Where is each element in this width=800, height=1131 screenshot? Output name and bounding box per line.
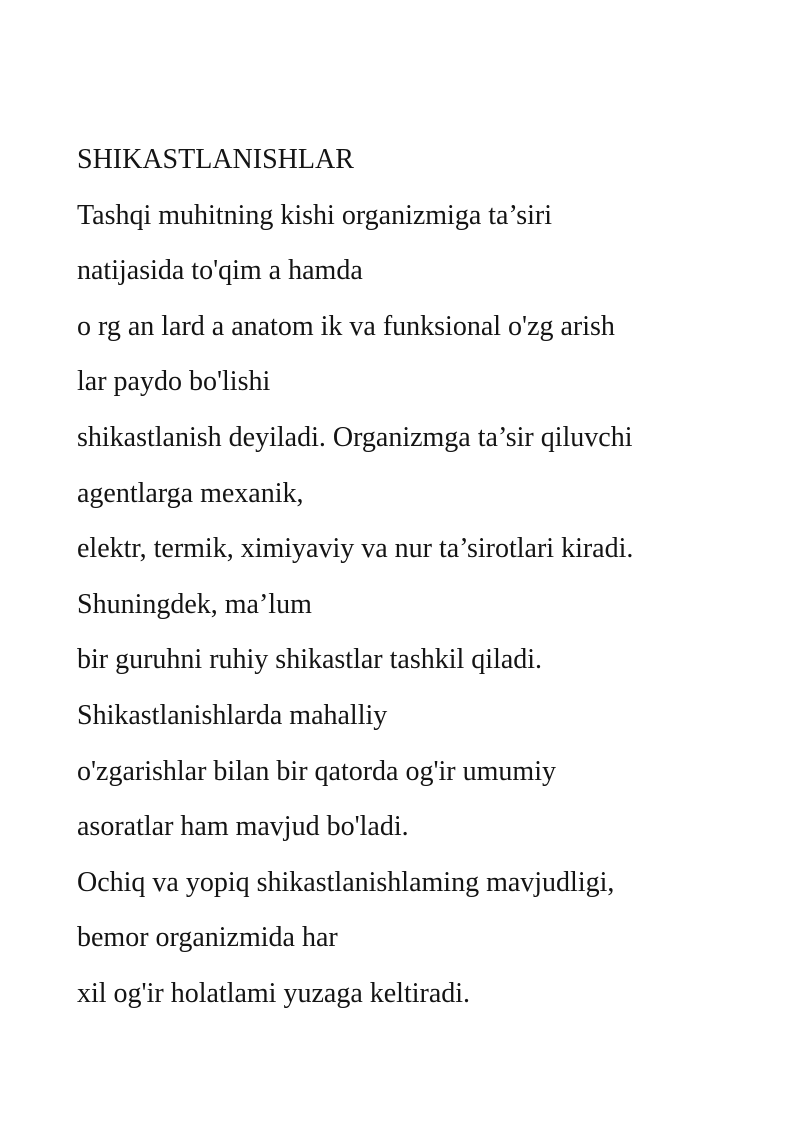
text-line: o'zgarishlar bilan bir qatorda og'ir umumiy: [77, 755, 556, 787]
text-line: asoratlar ham mavjud bo'ladi.: [77, 811, 409, 843]
text-line: xil og'ir holatlami yuzaga keltiradi.: [77, 977, 471, 1009]
text-line: agentlarga mexanik,: [77, 477, 304, 509]
document-title: SHIKASTLANISHLAR: [77, 144, 354, 175]
document-body: [77, 132, 777, 1022]
text-line: elektr, termik, ximiyaviy va nur ta’sirotlari kiradi.: [77, 533, 634, 565]
text-line: bir guruhni ruhiy shikastlar tashkil qiladi.: [77, 644, 543, 676]
text-line: Ochiq va yopiq shikastlanishlaming mavjudligi,: [77, 866, 615, 898]
text-line: shikastlanish deyiladi. Organizmga ta’sir qiluvchi: [77, 421, 633, 453]
text-line: natijasida to'qim a hamda: [77, 255, 363, 287]
text-line: Shikastlanishlarda mahalliy: [77, 699, 388, 731]
text-line: o rg an lard a anatom ik va funksional o'zg arish: [77, 310, 615, 342]
text-line: Tashqi muhitning kishi organizmiga ta’siri: [77, 199, 553, 231]
text-line: lar paydo bo'lishi: [77, 366, 271, 398]
text-line: bemor organizmida har: [77, 922, 338, 954]
text-line: Shuningdek, ma’lum: [77, 588, 312, 620]
